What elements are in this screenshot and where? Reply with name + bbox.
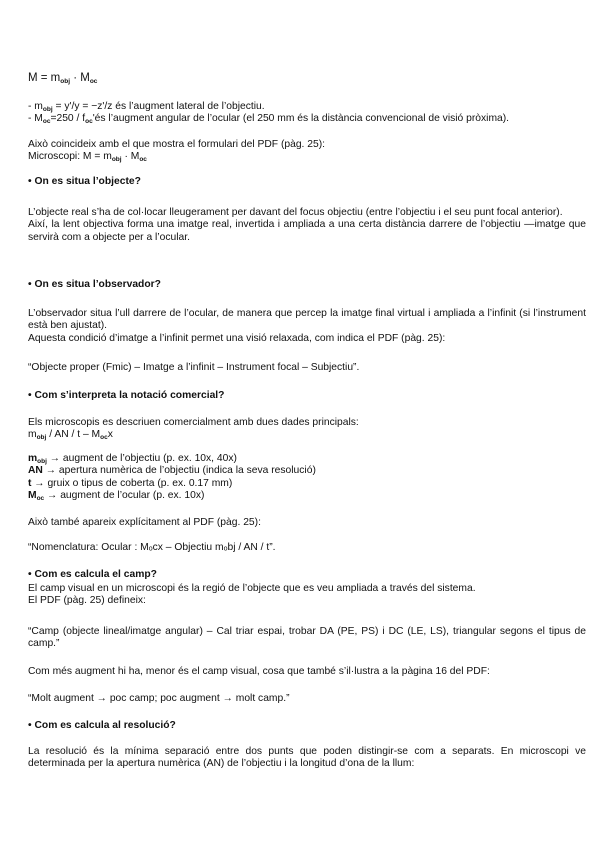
notation-intro: Els microscopis es descriuen comercialment amb dues dades principals: $m_{obj}$ / AN / t – $M_{oc}x$ bbox=[28, 417, 586, 442]
notation-items bbox=[28, 453, 586, 503]
notation-also: Això també apareix explícitament al PDF (pàg. 25): bbox=[28, 517, 261, 528]
resolution-paragraph: La resolució és la mínima separació entre dos punts que poden distingir-se com a separats. En microscopi ve determinada per la apertura numèrica (AN) de l’objectiu i la longitud d’ona de la llum: bbox=[28, 746, 586, 770]
object-position-paragraph: L’objecte real s’ha de col·locar lleugerament per davant del focus objectiu (entre l’objectiu i el seu punt focal anterior). Així, la lent objectiva forma una imatge real, invertida i ampliada a una certa distància darrere de l’objectiu —imatge que servirà com a objecte per a l’ocular. bbox=[28, 207, 586, 243]
microscope-formula: Microscopi: $M = m_{obj} \cdot M_{oc}$ bbox=[28, 151, 147, 164]
heading-observer-position: • On es situa l’observador? bbox=[28, 279, 161, 290]
definition-ocular: - $M_{oc}=250$ / $f_{oc}'és$ l’augment angular de l’ocular (el 250 mm és la distància convencional de visió pròxima). bbox=[28, 113, 510, 126]
coincide-paragraph: Això coincideix amb el que mostra el formulari del PDF (pàg. 25): Microscopi: $M = m_{obj} \cdot M_{oc}$ bbox=[28, 139, 586, 164]
notation-item: t → gruix o tipus de coberta (p. ex. 0.17 mm) bbox=[28, 477, 233, 489]
field-quote-2: “Molt augment → poc camp; poc augment → molt camp.” bbox=[28, 693, 290, 704]
field-paragraph: El camp visual en un microscopi és la regió de l’objecte que es veu ampliada a través del sistema. El PDF (pàg. 25) defineix: bbox=[28, 583, 476, 607]
notation-item: AN → apertura numèrica de l’objectiu (indica la seva resolució) bbox=[28, 465, 316, 477]
heading-resolution: • Com es calcula al resolució? bbox=[28, 720, 176, 731]
notation-formula: $m_{obj}$ / AN / t – $M_{oc}x$ bbox=[28, 429, 113, 442]
notation-item: $m_{obj}$ → augment de l’objectiu (p. ex. 10x, 40x) bbox=[28, 453, 237, 465]
observer-position-paragraph: L’observador situa l’ull darrere de l’ocular, de manera que percep la imatge final virtual i ampliada a l’infinit (si l’instrument està ben ajustat). Aquesta condició d’imatge a l’infinit permet una visió relaxada, com indica el PDF (pàg. 25): bbox=[28, 308, 586, 344]
observer-quote: “Objecte proper (Fmic) – Imatge a l’infinit – Instrument focal – Subjectiu”. bbox=[28, 362, 360, 373]
nomenclature-quote: “Nomenclatura: Ocular : Mₒcx – Objectiu mₒbj / AN / t”. bbox=[28, 542, 276, 553]
definitions-list bbox=[28, 101, 586, 126]
definition-objective: - $m_{obj} = y'/y = -z'/z$ és l’augment lateral de l’objectiu. bbox=[28, 101, 265, 113]
heading-field: • Com es calcula el camp? bbox=[28, 569, 157, 580]
heading-commercial-notation: • Com s’interpreta la notació comercial? bbox=[28, 390, 225, 401]
heading-object-position: • On es situa l’objecte? bbox=[28, 176, 141, 187]
field-quote: “Camp (objecte lineal/imatge angular) – Cal triar espai, trobar DA (PE, PS) i DC (LE, LS), triangular segons el tipus de camp.” bbox=[28, 626, 586, 650]
notation-item: $M_{oc}$ → augment de l’ocular (p. ex. 10x) bbox=[28, 490, 205, 503]
magnification-formula: $M = m_{obj} \cdot M_{oc}$ bbox=[28, 72, 98, 85]
field-magnification-paragraph: Com més augment hi ha, menor és el camp visual, cosa que també s’il·lustra a la pàgina 16 del PDF: bbox=[28, 666, 490, 677]
